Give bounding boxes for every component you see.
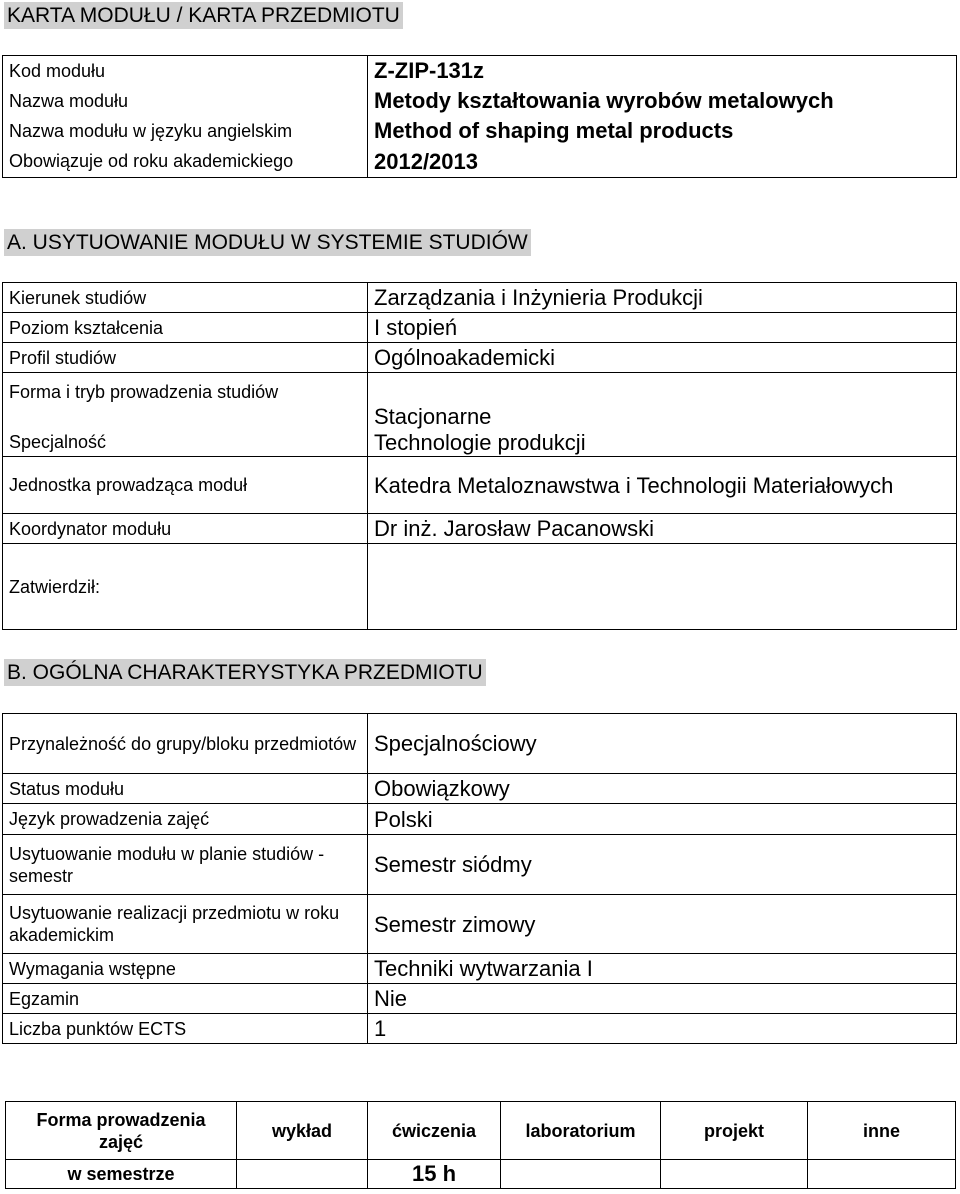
unit-label: Jednostka prowadząca moduł [3, 457, 368, 514]
language-label: Język prowadzenia zajęć [3, 804, 368, 835]
approved-by-value [368, 544, 957, 630]
exam-value: Nie [368, 984, 957, 1014]
other-header: inne [808, 1102, 956, 1160]
lecture-header: wykład [237, 1102, 368, 1160]
language-value: Polski [368, 804, 957, 835]
module-code-label: Kod modułu [3, 56, 368, 86]
group-label: Przynależność do grupy/bloku przedmiotów [3, 714, 368, 774]
academic-year-label: Obowiązuje od roku akademickiego [3, 146, 368, 178]
academic-period-value: Semestr zimowy [368, 895, 957, 954]
ects-label: Liczba punktów ECTS [3, 1014, 368, 1044]
laboratory-header: laboratorium [501, 1102, 661, 1160]
group-value: Specjalnościowy [368, 714, 957, 774]
level-label: Poziom kształcenia [3, 313, 368, 343]
academic-year-value: 2012/2013 [368, 146, 957, 178]
exercises-hours: 15 h [368, 1160, 501, 1189]
module-name-value: Metody kształtowania wyrobów metalowych [368, 86, 957, 116]
level-value: I stopień [368, 313, 957, 343]
coordinator-label: Koordynator modułu [3, 514, 368, 544]
page-title: KARTA MODUŁU / KARTA PRZEDMIOTU [4, 2, 403, 29]
project-hours [661, 1160, 808, 1189]
specialty-label: Specjalność [3, 429, 368, 457]
other-hours [808, 1160, 956, 1189]
status-label: Status modułu [3, 774, 368, 804]
module-name-label: Nazwa modułu [3, 86, 368, 116]
exam-label: Egzamin [3, 984, 368, 1014]
prerequisites-value: Techniki wytwarzania I [368, 954, 957, 984]
project-header: projekt [661, 1102, 808, 1160]
profile-value: Ogólnoakademicki [368, 343, 957, 373]
section-a-heading: A. USYTUOWANIE MODUŁU W SYSTEMIE STUDIÓW [4, 229, 531, 256]
module-code-value: Z-ZIP-131z [368, 56, 957, 86]
status-value: Obowiązkowy [368, 774, 957, 804]
ects-value: 1 [368, 1014, 957, 1044]
section-b-heading: B. OGÓLNA CHARAKTERYSTYKA PRZEDMIOTU [4, 659, 486, 686]
section-a-table [2, 282, 957, 630]
module-name-en-value: Method of shaping metal products [368, 116, 957, 146]
profile-label: Profil studiów [3, 343, 368, 373]
field-of-study-value: Zarządzania i Inżynieria Produkcji [368, 283, 957, 313]
specialty-value: Technologie produkcji [368, 429, 957, 457]
prerequisites-label: Wymagania wstępne [3, 954, 368, 984]
exercises-header: ćwiczenia [368, 1102, 501, 1160]
study-form-label: Forma i tryb prowadzenia studiów [3, 373, 368, 429]
form-of-classes-header: Forma prowadzenia zajęć [6, 1102, 237, 1160]
lecture-hours [237, 1160, 368, 1189]
coordinator-value: Dr inż. Jarosław Pacanowski [368, 514, 957, 544]
classes-table [5, 1101, 956, 1189]
section-b-table [2, 713, 957, 1044]
module-info-table [2, 55, 957, 178]
semester-value: Semestr siódmy [368, 835, 957, 895]
academic-period-label: Usytuowanie realizacji przedmiotu w roku akademickim [3, 895, 368, 954]
unit-value: Katedra Metaloznawstwa i Technologii Materiałowych [368, 457, 957, 514]
field-of-study-label: Kierunek studiów [3, 283, 368, 313]
study-form-value: Stacjonarne [368, 373, 957, 429]
module-name-en-label: Nazwa modułu w języku angielskim [3, 116, 368, 146]
semester-row-label: w semestrze [6, 1160, 237, 1189]
laboratory-hours [501, 1160, 661, 1189]
approved-by-label: Zatwierdził: [3, 544, 368, 630]
semester-label: Usytuowanie modułu w planie studiów - semestr [3, 835, 368, 895]
